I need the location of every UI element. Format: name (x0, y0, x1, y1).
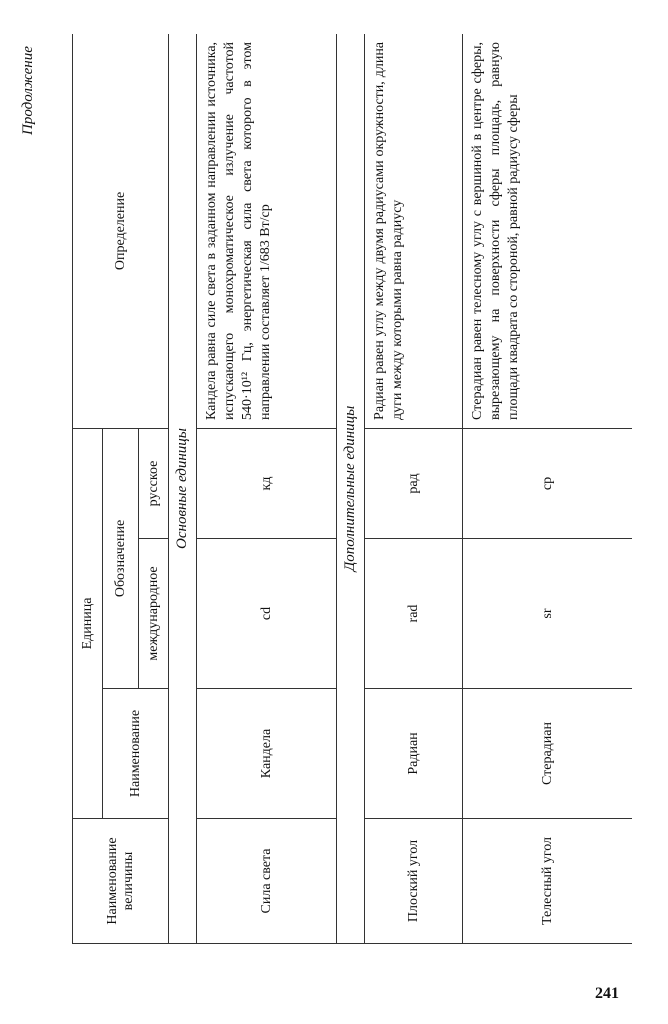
header-designation: Обозначение (103, 428, 139, 688)
header-quantity-name: Наименование величины (73, 819, 169, 944)
cell-russian: ср (463, 428, 633, 538)
header-definition: Определение (73, 34, 169, 428)
header-unit-name: Наименование (103, 689, 169, 819)
cell-international: sr (463, 539, 633, 689)
header-unit: Единица (73, 428, 103, 818)
cell-unit-name: Радиан (365, 689, 463, 819)
cell-international: rad (365, 539, 463, 689)
table-row (463, 34, 633, 944)
cell-definition: Стерадиан равен телесному углу с вершиной в центре сферы, вырезающему на поверхности сферы площадь, равную площади квадрата со стороной, равной радиусу сферы (463, 34, 633, 428)
cell-unit-name: Кандела (197, 689, 337, 819)
page-number: 241 (595, 985, 619, 1002)
cell-russian: рад (365, 428, 463, 538)
cell-unit-name: Стерадиан (463, 689, 633, 819)
table-row (197, 34, 337, 944)
header-international: международное (139, 539, 169, 689)
section-title-supplementary: Дополнительные единицы (337, 34, 365, 944)
cell-quantity: Телесный угол (463, 819, 633, 944)
section-title-basic: Основные единицы (169, 34, 197, 944)
cell-quantity: Сила света (197, 819, 337, 944)
cell-russian: кд (197, 428, 337, 538)
cell-definition: Кандела равна силе света в заданном направлении источника, испускающего монохроматическое излучение частотой 540·10¹² Гц, энергетическая сила света которого в этом направлении составляет 1/683 Вт/ср (197, 34, 337, 428)
continuation-label: Продолжение (20, 46, 36, 136)
cell-definition: Радиан равен углу между двумя радиусами окружности, длина дуги между которыми равна радиусу (365, 34, 463, 428)
cell-quantity: Плоский угол (365, 819, 463, 944)
si-units-table (72, 34, 632, 944)
rotated-table-content (72, 34, 632, 944)
header-russian: русское (139, 428, 169, 538)
table-row (365, 34, 463, 944)
rotated-table-frame (72, 34, 632, 944)
cell-international: cd (197, 539, 337, 689)
